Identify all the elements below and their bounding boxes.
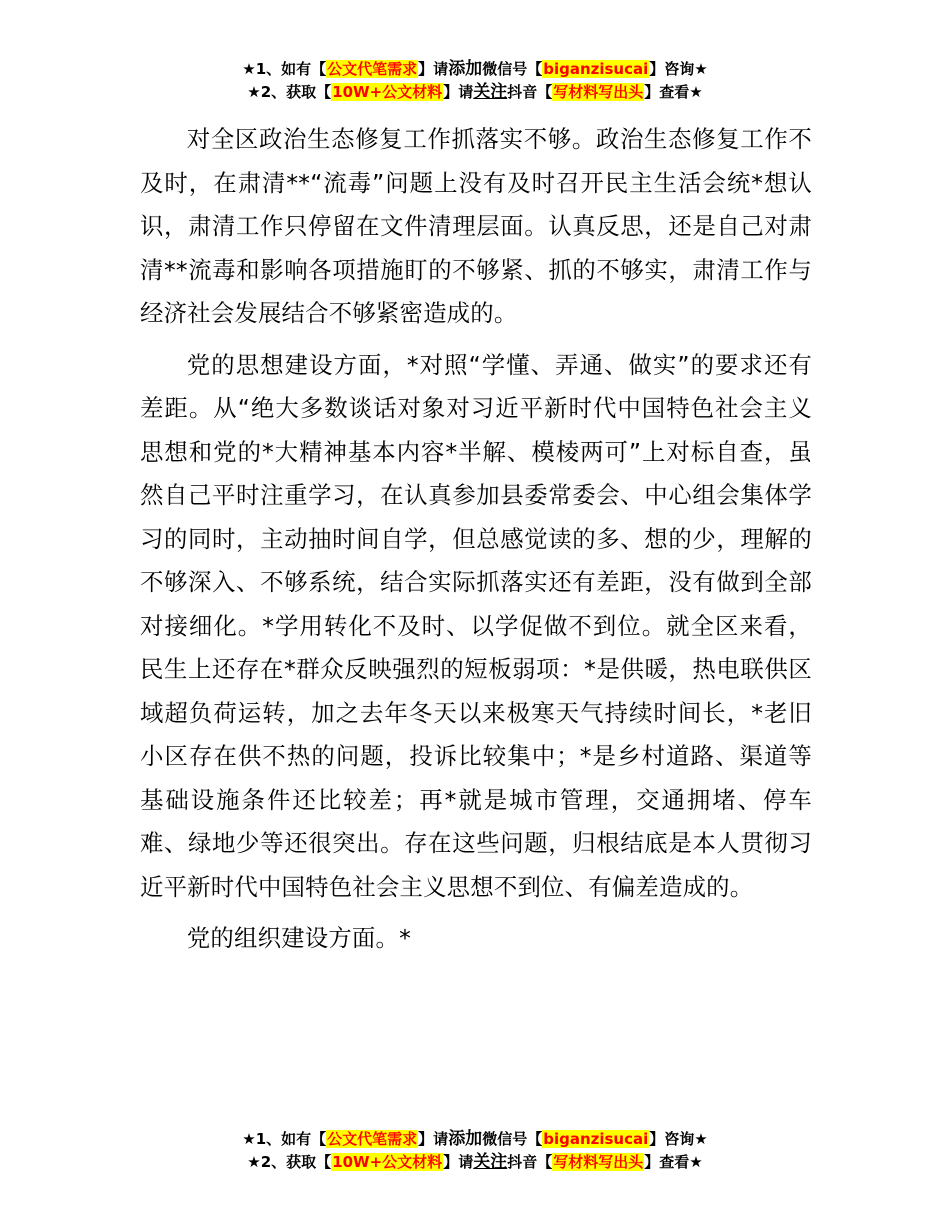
promo-emphasis-add: 添加	[448, 1129, 483, 1149]
promo-highlight-wechat-id: biganzisucai	[543, 60, 649, 78]
promo-highlight-douyin-id: 写材料写出头	[553, 1153, 644, 1171]
promo-line-2: ★2、获取【10W+公文材料】请关注抖音【写材料写出头】查看★	[247, 82, 703, 102]
paragraph-ideological-building: 党的思想建设方面，*对照“学懂、弄通、做实”的要求还有差距。从“绝大多数谈话对象对习近平新时代中国特色社会主义思想和党的*大精神基本内容*半解、模棱两可”上对标自查，虽然自己平时注重学习，在认真参加县委常委会、中心组会集体学习的同时，主动抽时间自学，但总感觉读的多、想的少，理解的不够深入、不够系统，结合实际抓落实还有差距，没有做到全部对接细化。*学用转化不及时、以学促做不到位。就全区来看，民生上还存在*群众反映强烈的短板弱项：*是供暖，热电联供区域超负荷运转，加之去年冬天以来极寒天气持续时间长，*老旧小区存在供不热的问题，投诉比较集中；*是乡村道路、渠道等基础设施条件还比较差；再*就是城市管理，交通拥堵、停车难、绿地少等还很突出。存在这些问题，归根结底是本人贯彻习近平新时代中国特色社会主义思想不到位、有偏差造成的。	[140, 350, 812, 901]
promo-line-1: ★1、如有【公文代笔需求】请添加微信号【biganzisucai】咨询★	[242, 59, 708, 79]
promo-emphasis-follow: 关注	[473, 82, 508, 102]
promo-line-2: ★2、获取【10W+公文材料】请关注抖音【写材料写出头】查看★	[247, 1152, 703, 1172]
paragraph-political-ecology: 对全区政治生态修复工作抓落实不够。政治生态修复工作不及时，在肃清**“流毒”问题上没有及时召开民主生活会统*想认识，肃清工作只停留在文件清理层面。认真反思，还是自己对肃清**流毒和影响各项措施盯的不够紧、抓的不够实，肃清工作与经济社会发展结合不够紧密造成的。	[140, 125, 812, 327]
header-promo-banner	[0, 58, 950, 104]
promo-highlight-service: 公文代笔需求	[327, 60, 418, 78]
promo-highlight-service: 公文代笔需求	[327, 1130, 418, 1148]
promo-highlight-materials: 10W+公文材料	[332, 1153, 443, 1171]
promo-highlight-materials: 10W+公文材料	[332, 83, 443, 101]
promo-highlight-douyin-id: 写材料写出头	[553, 83, 644, 101]
paragraph-organizational-building: 党的组织建设方面。*	[186, 924, 412, 952]
document-body	[140, 118, 812, 969]
promo-emphasis-follow: 关注	[473, 1152, 508, 1172]
promo-line-1: ★1、如有【公文代笔需求】请添加微信号【biganzisucai】咨询★	[242, 1129, 708, 1149]
promo-emphasis-add: 添加	[448, 59, 483, 79]
promo-highlight-wechat-id: biganzisucai	[543, 1130, 649, 1148]
footer-promo-banner	[0, 1128, 950, 1174]
